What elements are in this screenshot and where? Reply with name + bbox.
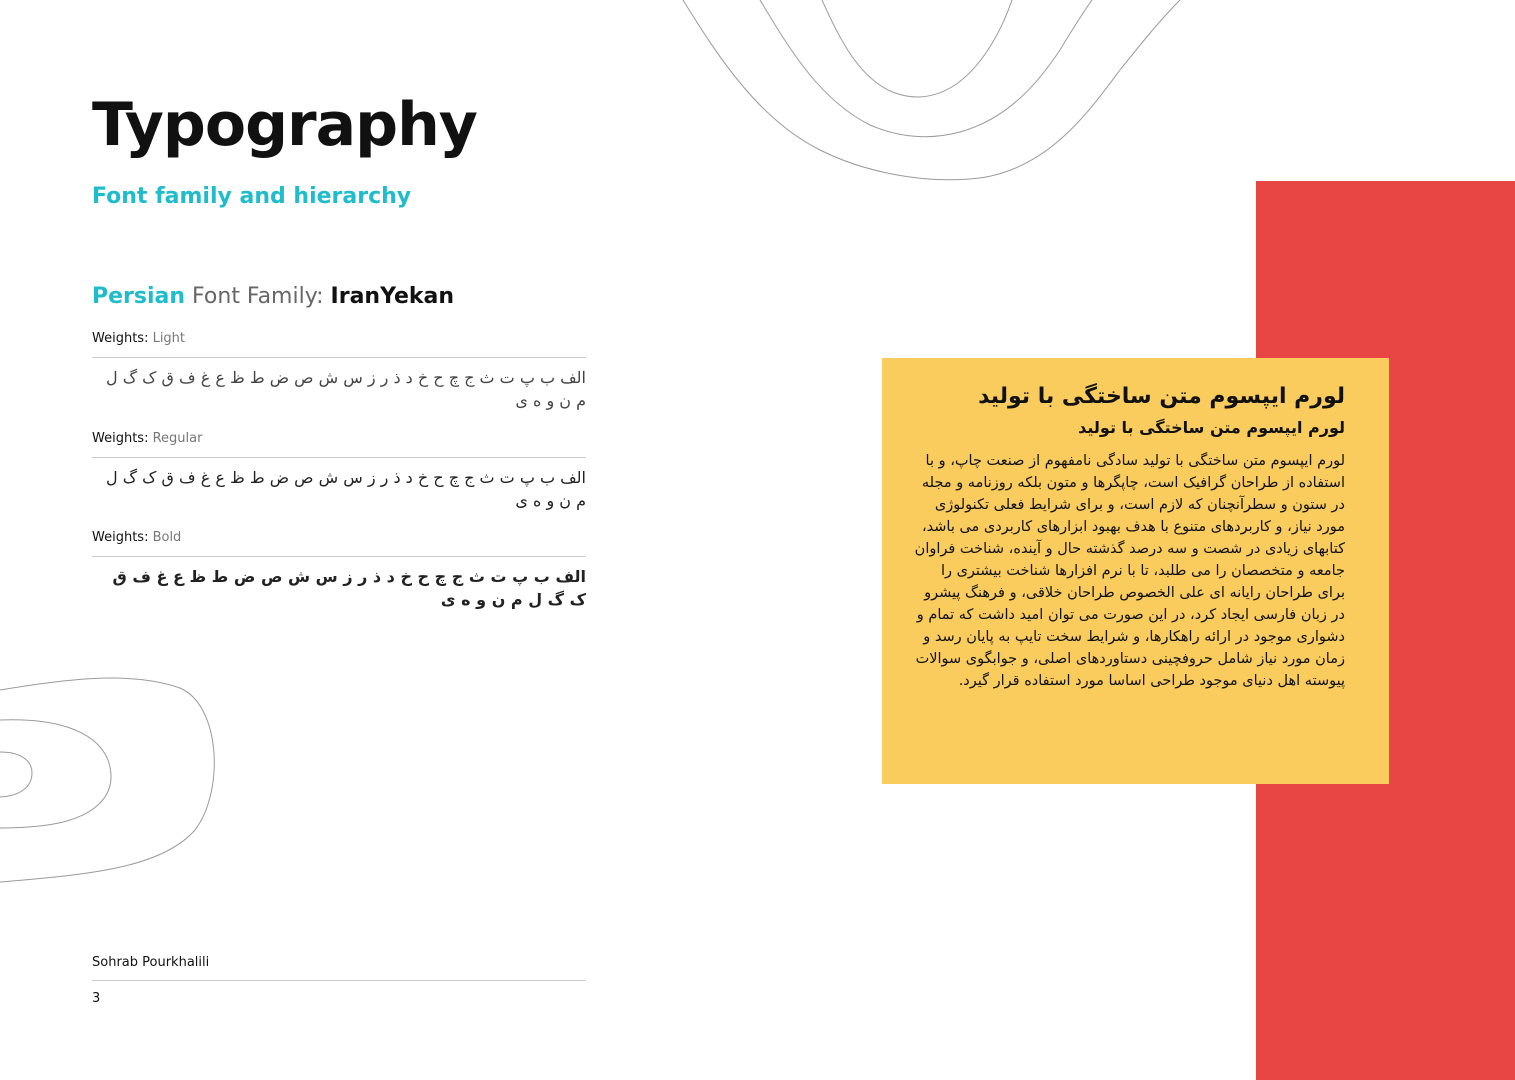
alphabet-sample: الف ب پ ت ث ج چ ح خ د ذ ر ز س ش ص ض ط ظ ع غ ف ق ک گ ل م ن و ه ی (112, 567, 586, 609)
weight-label (92, 530, 586, 548)
font-family-label: Font Family: (185, 284, 331, 309)
weight-prefix: Weights: (92, 431, 153, 446)
font-family-name: IranYekan (330, 284, 455, 309)
alphabet-sample: الف ب پ ت ث ج چ ح خ د ذ ر ز س ش ص ض ط ظ ع غ ف ق ک گ ل م ن و ه ی (106, 468, 586, 510)
footer-divider (92, 980, 586, 981)
weight-sample-bold (92, 530, 586, 611)
alphabet-sample: الف ب پ ت ث ج چ ح خ د ذ ر ز س ش ص ض ط ظ ع غ ف ق ک گ ل م ن و ه ی (106, 368, 586, 410)
divider (92, 357, 586, 358)
weight-prefix: Weights: (92, 530, 153, 545)
divider (92, 556, 586, 557)
page-subtitle: Font family and hierarchy (92, 184, 412, 209)
font-family-heading (92, 284, 454, 309)
divider (92, 457, 586, 458)
weight-sample-regular (92, 431, 586, 512)
weight-label (92, 431, 586, 449)
weight-prefix: Weights: (92, 331, 153, 346)
weight-name: Bold (152, 530, 182, 545)
weight-name: Regular (152, 431, 203, 446)
weight-sample-light (92, 331, 586, 412)
sample-body-text: لورم ایپسوم متن ساختگی با تولید سادگی نامفهوم از صنعت چاپ، و با استفاده از طراحان گرافیک است، چاپگرها و متون بلکه روزنامه و مجله در ستون و سطرآنچنان که لازم است، و برای شرایط فعلی تکنولوژی مورد نیاز، و کاربردهای متنوع با هدف بهبود ابزارهای کاربردی می باشد، کتابهای زیادی در شصت و سه درصد گذشته حال و آینده، شناخت فراوان جامعه و متخصصان را می طلبد، تا با نرم افزارها شناخت بیشتری را برای طراحان رایانه ای علی الخصوص طراحان خلاقی، و فرهنگ پیشرو در زبان فارسی ایجاد کرد، در این صورت می توان امید داشت که تمام و دشواری موجود در ارائه راهکارها، و شرایط سخت تایپ به پایان رسد و زمان مورد نیاز شامل حروفچینی دستاوردهای اصلی، و جوابگوی سوالات پیوسته اهل دنیای موجود طراحی اساسا مورد استفاده قرار گیرد. (914, 453, 1345, 689)
text-sample-card (882, 358, 1389, 784)
page-number: 3 (92, 991, 101, 1006)
page-title: Typography (92, 90, 477, 160)
weight-name: Light (152, 331, 186, 346)
sample-heading-1: لورم ایپسوم متن ساختگی با تولید (978, 384, 1345, 409)
font-language: Persian (92, 284, 186, 309)
weight-label (92, 331, 586, 349)
footer-author: Sohrab Pourkhalili (92, 955, 210, 970)
sample-heading-2: لورم ایپسوم متن ساختگی با تولید (1078, 418, 1345, 437)
